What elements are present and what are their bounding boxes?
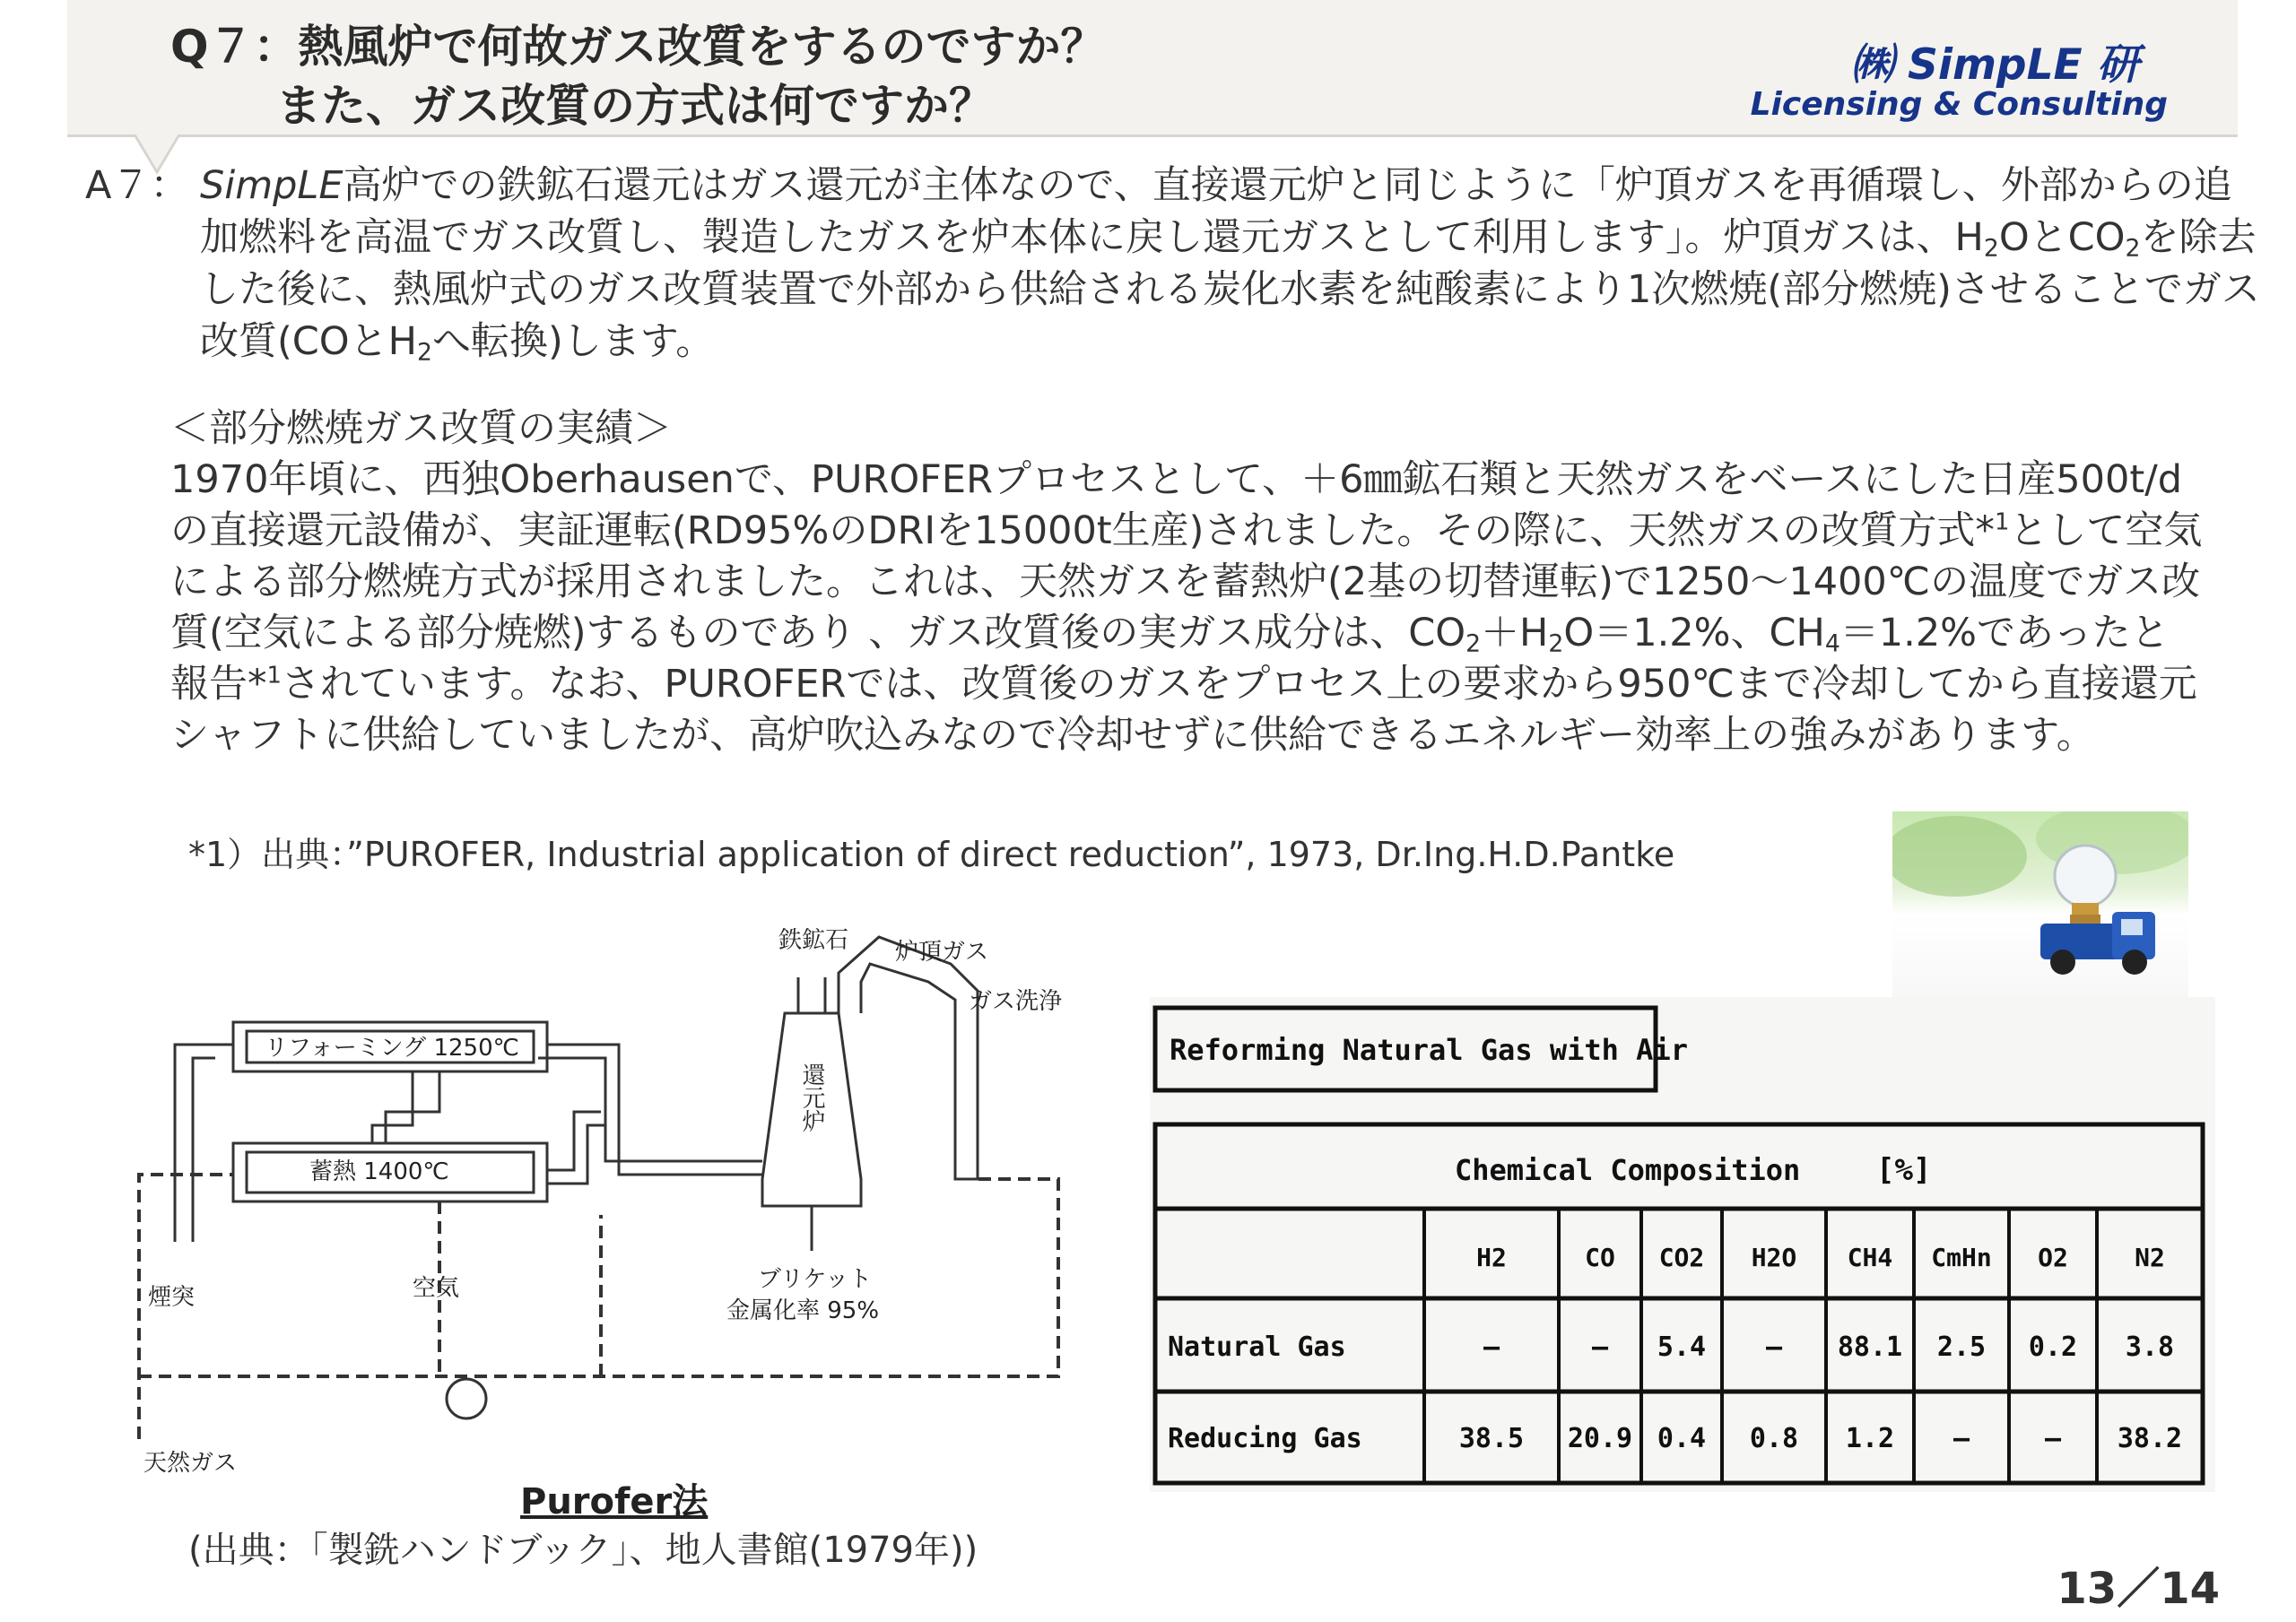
label-natural-gas: 天然ガス [144, 1450, 238, 1477]
table-cell: 1.2 [1845, 1423, 1895, 1454]
table-header: Chemical Composition [1455, 1153, 1801, 1187]
toy-truck-bulb-icon [1892, 811, 2188, 1000]
section-paragraph: 1970年頃に、西独Oberhausenで、PUROFERプロセスとして、＋6㎜鉱石類と天然ガスをベースにした日産500t/dの直接還元設備が、実証運転(RD95%のDRIを15000t生産)されました。その際に、天然ガスの改質方式*$^1$として空気による部分燃焼方式が採用されました。これは、天然ガスを蓄熱炉(2基の切替運転)で1250～1400℃の温度でガス改質(空気による部分焼燃)するものであり 、ガス改質後の実ガス成分は、$CO_2+H_2O=1.2\%$、$CH_4=1.2\%$であったと報告*$^1$されています。なお、PUROFERでは、改質後のガスをプロセス上の要求から950℃まで冷却してから直接還元シャフトに供給していましたが、高炉吹込みなので冷却せずに供給できるエネルギー効率上の強みがあります。 [170, 457, 2203, 758]
label-air: 空気 [413, 1275, 460, 1302]
composition-table [1150, 997, 2215, 1492]
table-cell: 2.5 [1936, 1331, 1987, 1363]
decorative-photo [1892, 811, 2188, 1000]
table-cell: 0.8 [1749, 1423, 1799, 1454]
table-title: Reforming Natural Gas with Air [1170, 1033, 1688, 1067]
table-cell: 3.8 [2125, 1331, 2175, 1363]
label-top-gas: 炉頂ガス [895, 939, 989, 966]
answer-text: SimpLE高炉での鉄鉱石還元はガス還元が主体なので、直接還元炉と同じように「炉頂ガスを再循環し、外部からの追加燃料を高温でガス改質し、製造したガスを炉本体に戻し還元ガスとして利用します」。炉頂ガスは、$H_2O$と$CO_2$を除去した後に、熱風炉式のガス改質装置で外部から供給される炭化水素を純酸素により1次燃焼(部分燃焼)させることでガス改質(COと$H_2$へ転換)します。 [200, 163, 2260, 367]
table-cell: 88.1 [1837, 1331, 1903, 1363]
label-metallization: 金属化率 95% [726, 1297, 880, 1324]
label-ore: 鉄鉱石 [778, 927, 849, 954]
table-cell: – [1765, 1331, 1783, 1363]
table-column-header: H2O [1751, 1243, 1797, 1272]
brand-name: ㈱ SimpLE 研 [1850, 40, 2139, 90]
table-column-header: CO [1585, 1243, 1615, 1272]
table-column-header: CmHn [1931, 1243, 1992, 1272]
question-line-2: また、ガス改質の方式は何ですか？ [276, 80, 994, 132]
label-chimney: 煙突 [148, 1284, 196, 1311]
blower-icon [447, 1379, 486, 1418]
composition-table-image [1150, 997, 2215, 1492]
table-cell: 5.4 [1657, 1331, 1707, 1363]
table-row-label: Natural Gas [1168, 1331, 1346, 1363]
label-gas-wash: ガス洗浄 [969, 988, 1063, 1015]
question-header [67, 0, 2238, 137]
label-shaft-furnace: 還元炉 [798, 1063, 825, 1132]
table-unit: [%] [1876, 1152, 1932, 1188]
label-briquette: ブリケット [758, 1266, 873, 1293]
table-column-header: N2 [2135, 1243, 2165, 1272]
table-cell: 20.9 [1567, 1423, 1633, 1454]
table-cell: 38.5 [1458, 1423, 1525, 1454]
label-regenerator: 蓄熱 1400℃ [309, 1158, 449, 1185]
brand-tagline: Licensing & Consulting [1750, 86, 2168, 123]
answer-label: A７： [85, 163, 189, 208]
diagram-source: (出典：「製銑ハンドブック」、地人書館(1979年)) [188, 1530, 978, 1571]
simple-name: SimpLE [200, 163, 344, 208]
table-column-header: H2 [1476, 1243, 1507, 1272]
page-number: 13／14 [2057, 1564, 2220, 1614]
table-row-label: Reducing Gas [1168, 1423, 1362, 1454]
label-reforming: リフォーミング 1250℃ [265, 1035, 519, 1062]
footnote: *1）出典：”PUROFER, Industrial application of direct reduction”, 1973, Dr.Ing.H.D.Pantke [188, 835, 1675, 874]
table-cell: – [1591, 1331, 1609, 1363]
results-section [170, 403, 2206, 761]
table-column-header: O2 [2038, 1243, 2068, 1272]
section-heading: ＜部分燃焼ガス改質の実績＞ [170, 406, 672, 451]
table-column-header: CH4 [1847, 1243, 1893, 1272]
table-cell: – [2044, 1423, 2062, 1454]
table-cell: 0.4 [1657, 1423, 1707, 1454]
table-cell: – [1952, 1423, 1970, 1454]
table-cell: 38.2 [2117, 1423, 2183, 1454]
diagram-title: Purofer法 [520, 1481, 709, 1522]
purofer-process-diagram [117, 910, 1085, 1484]
table-column-header: CO2 [1658, 1243, 1705, 1272]
table-cell: – [1483, 1331, 1500, 1363]
question-line-1: Q７：熱風炉で何故ガス改質をするのですか？ [170, 21, 1106, 73]
table-cell: 0.2 [2028, 1331, 2078, 1363]
